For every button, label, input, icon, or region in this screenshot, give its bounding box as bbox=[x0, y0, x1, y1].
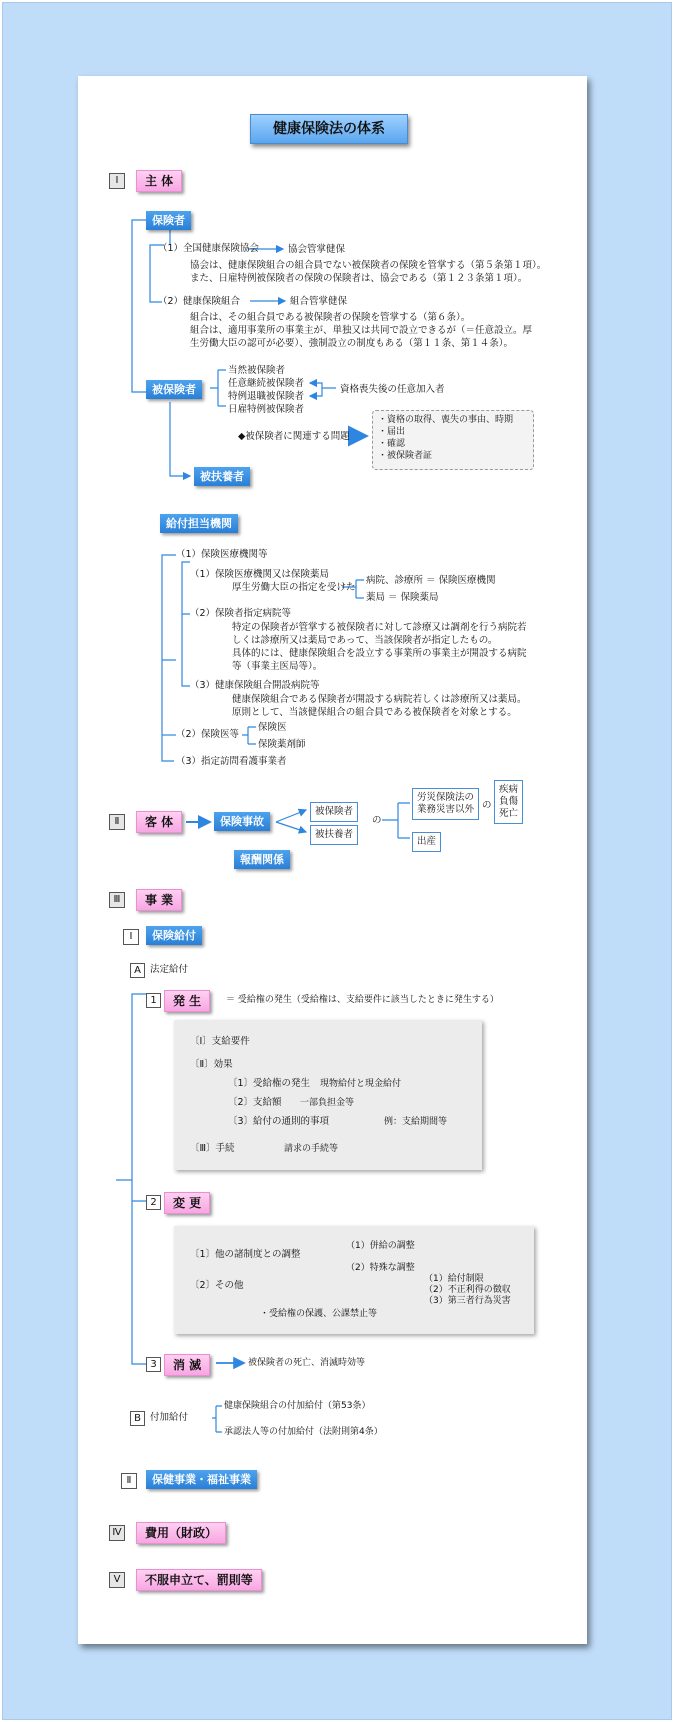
insured-issues-label: ◆被保険者に関連する問題 bbox=[238, 431, 350, 442]
kumiai-result: 組合管掌健保 bbox=[290, 296, 348, 307]
insurer-label: 保険者 bbox=[146, 211, 191, 230]
insured-type-1: 当然被保険者 bbox=[228, 365, 286, 376]
section-heading-appeals: 不服申立て、罰則等 bbox=[136, 1569, 262, 1591]
provider-1a-pharmacy: 薬局 ＝ 保険薬局 bbox=[366, 592, 439, 603]
additional-benefit-1: 健康保険組合の付加給付（第53条） bbox=[224, 1401, 371, 1411]
childbirth-box: 出産 bbox=[412, 832, 441, 852]
section-number: Ⅱ bbox=[109, 814, 125, 830]
kyokai-label: （1）全国健康保険協会 bbox=[158, 243, 260, 254]
kyokai-desc-2: また、日雇特例被保険者の保険の保険者は、協会である（第１２３条第１項）。 bbox=[190, 273, 528, 284]
object-dependents: 被扶養者 bbox=[310, 825, 358, 845]
effect-1: 〔1〕受給権の発生 bbox=[228, 1078, 311, 1089]
benefit-restriction: （1）給付制限 bbox=[424, 1274, 484, 1284]
subsection-number: Ⅱ bbox=[121, 1473, 137, 1489]
additional-benefit-2: 承認法人等の付加給付（法附則第4条） bbox=[224, 1427, 383, 1437]
step-2-number: 2 bbox=[146, 1195, 161, 1210]
issue-item-3: ・確認 bbox=[378, 439, 406, 449]
provider-2: （2）保険医等 bbox=[176, 729, 240, 740]
section-heading-subject: 主 体 bbox=[136, 170, 182, 192]
voluntary-member-note: 資格喪失後の任意加入者 bbox=[340, 384, 445, 395]
kumiai-desc-3: 生労働大臣の認可が必要）、強制設立の制度もある（第１１条、第１４条）。 bbox=[190, 338, 514, 349]
illness-box bbox=[494, 780, 523, 824]
issue-item-4: ・被保険者証 bbox=[378, 451, 433, 461]
kumiai-desc-1: 組合は、その組合員である被保険者の保険を管掌する（第６条）。 bbox=[190, 312, 471, 323]
procedure: 〔Ⅲ〕手続 bbox=[190, 1143, 235, 1154]
extinction-result: 被保険者の死亡、消滅時効等 bbox=[248, 1358, 366, 1368]
section-heading-business: 事 業 bbox=[136, 889, 182, 911]
issue-item-1: ・資格の取得、喪失の事由、時期 bbox=[378, 415, 514, 425]
benefit-providers-label: 給付担当機関 bbox=[160, 514, 238, 533]
third-party-accident: （3）第三者行為災害 bbox=[424, 1296, 511, 1306]
section-number: Ⅲ bbox=[109, 892, 125, 908]
dependents-label: 被扶養者 bbox=[194, 467, 250, 486]
section-heading-costs: 費用（財政） bbox=[136, 1522, 226, 1544]
insurance-benefits-label: 保険給付 bbox=[146, 926, 202, 945]
insured-type-2: 任意継続被保険者 bbox=[228, 378, 305, 389]
provider-1c: （3）健康保険組合開設病院等 bbox=[190, 680, 320, 691]
subsection-number: Ⅰ bbox=[123, 929, 139, 945]
provider-2a: 保険医 bbox=[258, 722, 287, 733]
provider-1a: （1）保険医療機関又は保険薬局 bbox=[190, 569, 330, 580]
occurrence-desc: ＝ 受給権の発生（受給権は、支給要件に該当したときに発生する） bbox=[226, 995, 499, 1005]
extinction-heading: 消 滅 bbox=[164, 1354, 210, 1376]
insured-label: 被保険者 bbox=[146, 380, 202, 399]
unjust-enrichment: （2）不正利得の徴収 bbox=[424, 1285, 511, 1295]
step-3-number: 3 bbox=[146, 1357, 161, 1372]
provider-1a-hospital: 病院、診療所 ＝ 保険医療機関 bbox=[366, 575, 496, 586]
kyokai-result: 協会管掌健保 bbox=[288, 244, 346, 255]
section-number: Ⅳ bbox=[109, 1525, 125, 1541]
issue-item-2: ・届出 bbox=[378, 427, 406, 437]
effect-2: 〔2〕支給額 bbox=[228, 1097, 282, 1108]
page-title: 健康保険法の体系 bbox=[250, 114, 408, 144]
effect-2-result: 一部負担金等 bbox=[300, 1098, 355, 1108]
provider-1b-desc-4: 等（事業主医局等）。 bbox=[232, 661, 323, 672]
provider-1a-sub: 厚生労働大臣の指定を受けた bbox=[232, 582, 356, 593]
non-work-injury-box bbox=[412, 788, 479, 820]
section-heading-object: 客 体 bbox=[136, 811, 182, 833]
non-work-injury-line-1: 労災保険法の bbox=[417, 792, 475, 803]
letter-a: A bbox=[130, 963, 145, 978]
effect-3-result: 例：支給期間等 bbox=[384, 1117, 448, 1127]
provider-1b-desc-2: しくは診療所又は薬局であって、当該保険者が指定したもの。 bbox=[232, 635, 498, 646]
section-number: Ⅴ bbox=[109, 1572, 125, 1588]
non-work-injury-line-2: 業務災害以外 bbox=[417, 804, 475, 815]
particle-no-1: の bbox=[372, 815, 382, 826]
special-adjustment: （2）特殊な調整 bbox=[346, 1263, 415, 1273]
remuneration-label: 報酬関係 bbox=[234, 850, 290, 869]
kyokai-desc-1: 協会は、健康保険組合の組合員でない被保険者の保険を管掌する（第５条第１項）。 bbox=[190, 260, 547, 271]
object-insured: 被保険者 bbox=[310, 802, 358, 822]
provider-1b-desc-1: 特定の保険者が管掌する被保険者に対して診療又は調剤を行う病院若 bbox=[232, 622, 527, 633]
change-heading: 変 更 bbox=[164, 1192, 210, 1214]
effect-1-result: 現物給付と現金給付 bbox=[320, 1079, 402, 1089]
illness: 疾病 bbox=[499, 784, 519, 795]
provider-1c-desc-1: 健康保険組合である保険者が開設する病院若しくは診療所又は薬局。 bbox=[232, 694, 527, 705]
health-welfare-projects-label: 保健事業・福祉事業 bbox=[146, 1470, 257, 1489]
insured-type-4: 日雇特例被保険者 bbox=[228, 404, 305, 415]
section-number: Ⅰ bbox=[109, 173, 125, 189]
concurrent-adjustment: （1）併給の調整 bbox=[346, 1241, 415, 1251]
kumiai-desc-2: 組合は、適用事業所の事業主が、単独又は共同で設立できるが（＝任意設立。厚 bbox=[190, 325, 533, 336]
adjustment-other-systems: 〔1〕他の諸制度との調整 bbox=[190, 1249, 301, 1260]
procedure-result: 請求の手続等 bbox=[284, 1144, 339, 1154]
step-1-number: 1 bbox=[146, 993, 161, 1008]
death: 死亡 bbox=[499, 808, 519, 819]
kumiai-label: （2）健康保険組合 bbox=[158, 296, 241, 307]
provider-1b-desc-3: 具体的には、健康保険組合を設立する事業所の事業主が開設する病院 bbox=[232, 648, 527, 659]
additional-benefits-label: 付加給付 bbox=[150, 1412, 189, 1423]
effect-3: 〔3〕給付の通則的事項 bbox=[228, 1116, 330, 1127]
provider-1c-desc-2: 原則として、当該健保組合の組合員である被保険者を対象とする。 bbox=[232, 707, 517, 718]
statutory-benefits-label: 法定給付 bbox=[150, 964, 189, 975]
particle-no-2: の bbox=[482, 800, 492, 811]
insured-type-3: 特例退職被保険者 bbox=[228, 391, 305, 402]
provider-1: （1）保険医療機関等 bbox=[176, 549, 268, 560]
insured-event-label: 保険事故 bbox=[214, 812, 270, 831]
effects: 〔Ⅱ〕効果 bbox=[190, 1059, 233, 1070]
letter-b: B bbox=[130, 1411, 145, 1426]
other-result: ・受給権の保護、公課禁止等 bbox=[260, 1309, 378, 1319]
other: 〔2〕その他 bbox=[190, 1280, 244, 1291]
payment-requirements: 〔Ⅰ〕支給要件 bbox=[190, 1036, 250, 1047]
provider-2b: 保険薬剤師 bbox=[258, 739, 306, 750]
provider-3: （3）指定訪問看護事業者 bbox=[176, 756, 287, 767]
occurrence-heading: 発 生 bbox=[164, 990, 210, 1012]
injury: 負傷 bbox=[499, 796, 519, 807]
provider-1b: （2）保険者指定病院等 bbox=[190, 608, 292, 619]
